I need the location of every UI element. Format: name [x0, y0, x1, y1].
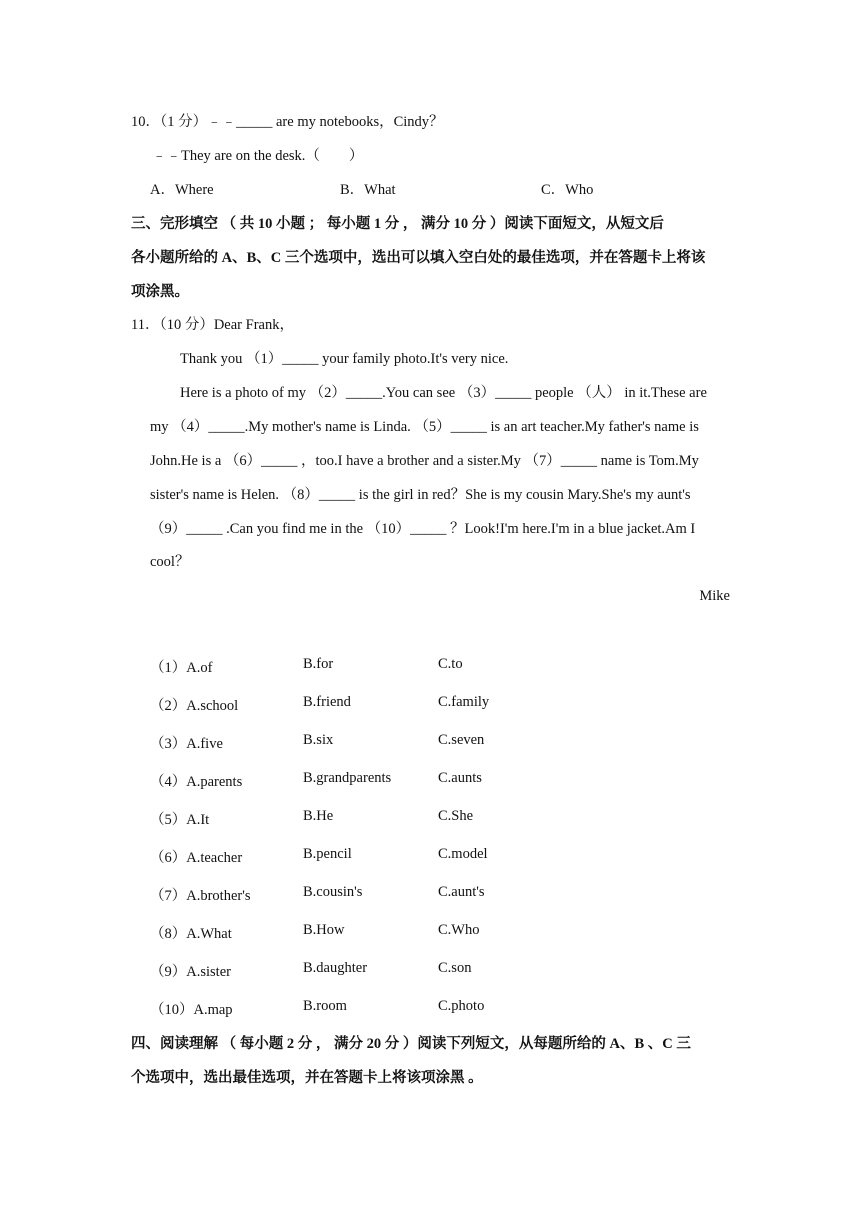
section4-instruction-line2: 个选项中，选出最佳选项，并在答题卡上将该项涂黑 。	[131, 1070, 483, 1086]
q11-header: 11．（10 分）Dear Frank，	[131, 317, 294, 333]
q10-option-b: B．What	[340, 182, 396, 198]
section3-instruction-line3: 项涂黑。	[131, 284, 189, 300]
choice-a: （7）A.brother's	[150, 888, 251, 904]
choice-b: B.He	[303, 808, 334, 824]
choice-row	[150, 922, 650, 944]
choice-c: C.photo	[438, 998, 485, 1014]
choice-a: （10）A.map	[150, 1002, 233, 1018]
choice-a: （1）A.of	[150, 660, 213, 676]
q10-answer-line: ﹣﹣They are on the desk.（ ）	[152, 148, 364, 164]
choice-b: B.six	[303, 732, 334, 748]
choice-c: C.Who	[438, 922, 480, 938]
choice-row	[150, 770, 650, 792]
passage-line: cool？	[150, 554, 190, 570]
choice-c: C.son	[438, 960, 472, 976]
choice-b: B.for	[303, 656, 334, 672]
passage-line: （9）_____ .Can you find me in the （10）_____ ？Look!I'm here.I'm in a blue jacket.Am I	[150, 521, 696, 537]
q10-option-a: A．Where	[150, 182, 214, 198]
choice-a: （8）A.What	[150, 926, 232, 942]
q10-option-c: C．Who	[541, 182, 594, 198]
choice-c: C.aunts	[438, 770, 482, 786]
passage-line: Here is a photo of my （2）_____.You can see （3）_____ people （人） in it.These are	[180, 385, 707, 401]
choice-b: B.room	[303, 998, 347, 1014]
section4-instruction-line1: 四、阅读理解 （ 每小题 2 分 ， 满分 20 分 ）阅读下列短文，从每题所给的 A、B 、C 三	[131, 1036, 691, 1052]
passage-line: Thank you （1）_____ your family photo.It's very nice.	[180, 351, 509, 367]
choice-a: （3）A.five	[150, 736, 223, 752]
choice-row	[150, 694, 650, 716]
passage-line: my （4）_____.My mother's name is Linda. （5）_____ is an art teacher.My father's name is	[150, 419, 699, 435]
choice-c: C.aunt's	[438, 884, 485, 900]
choice-a: （4）A.parents	[150, 774, 243, 790]
choice-row	[150, 846, 650, 868]
passage-line: John.He is a （6）_____ ，too.I have a brother and a sister.My （7）_____ name is Tom.My	[150, 453, 699, 469]
choice-row	[150, 732, 650, 754]
passage-line: sister's name is Helen. （8）_____ is the girl in red？She is my cousin Mary.She's my aunt's	[150, 487, 691, 503]
choice-b: B.How	[303, 922, 345, 938]
section3-instruction-line1: 三、完形填空 （ 共 10 小题 ； 每小题 1 分 ， 满分 10 分 ）阅读下面短文，从短文后	[131, 216, 664, 232]
choice-a: （2）A.school	[150, 698, 239, 714]
choice-row	[150, 656, 650, 678]
choice-row	[150, 960, 650, 982]
choice-b: B.daughter	[303, 960, 368, 976]
section3-instruction-line2: 各小题所给的 A、B、C 三个选项中，选出可以填入空白处的最佳选项，并在答题卡上将该	[131, 250, 706, 266]
choice-a: （5）A.It	[150, 812, 210, 828]
letter-signature: Mike	[699, 588, 730, 604]
choice-b: B.friend	[303, 694, 351, 710]
choice-c: C.to	[438, 656, 463, 672]
choice-a: （9）A.sister	[150, 964, 231, 980]
choice-b: B.pencil	[303, 846, 352, 862]
choice-b: B.cousin's	[303, 884, 363, 900]
choice-row	[150, 808, 650, 830]
q10-stem: 10．（1 分）﹣﹣_____ are my notebooks，Cindy？	[131, 114, 444, 130]
choice-row	[150, 884, 650, 906]
choice-c: C.She	[438, 808, 474, 824]
choice-c: C.family	[438, 694, 490, 710]
choice-row	[150, 998, 650, 1020]
choice-b: B.grandparents	[303, 770, 392, 786]
choice-a: （6）A.teacher	[150, 850, 243, 866]
choice-c: C.seven	[438, 732, 485, 748]
choice-c: C.model	[438, 846, 488, 862]
